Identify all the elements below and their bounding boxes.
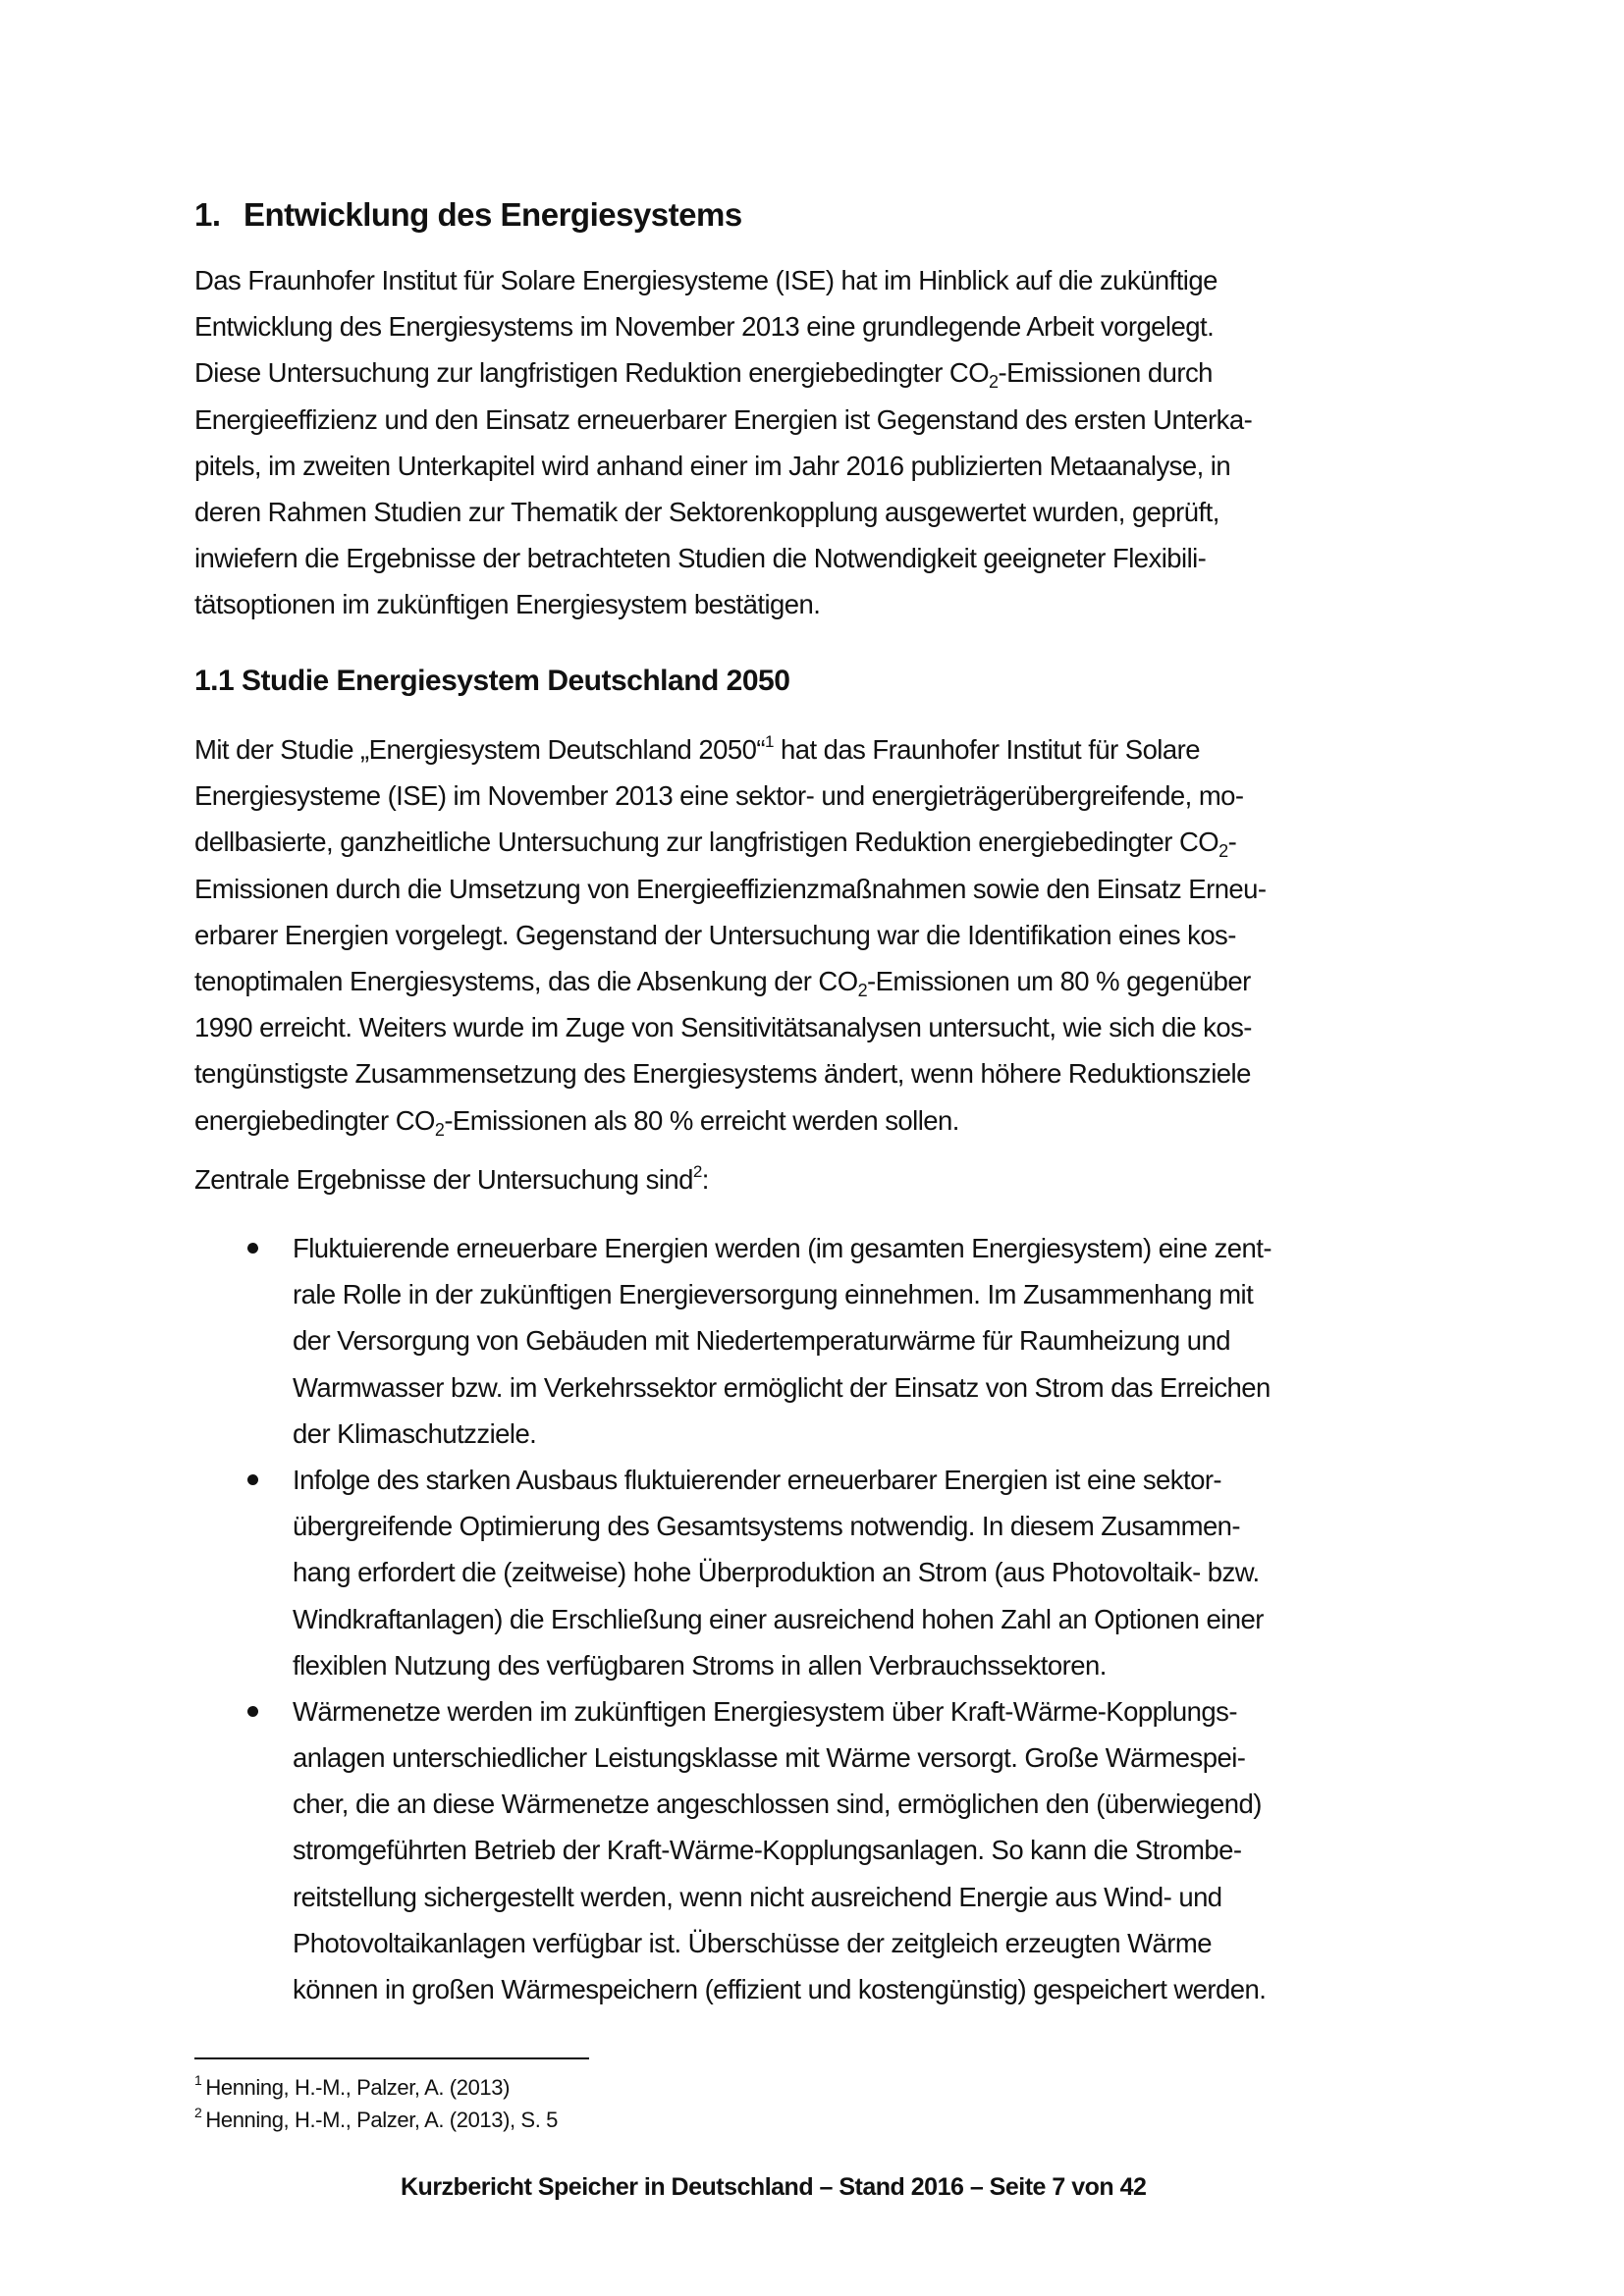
text-line: Energiesysteme (ISE) im November 2013 eine sektor- und energieträgerübergreifende, mo- [194,780,1244,812]
text-line: Entwicklung des Energiesystems im November 2013 eine grundlegende Arbeit vorgelegt. [194,311,1215,343]
bullet-icon [247,1243,258,1254]
text-line: Emissionen durch die Umsetzung von Energieeffizienzmaßnahmen sowie den Einsatz Erneu- [194,873,1267,904]
subsection-heading: 1.1 Studie Energiesystem Deutschland 2050 [194,665,790,697]
text-line: Energieeffizienz und den Einsatz erneuerbarer Energien ist Gegenstand des ersten Unterka- [194,403,1253,435]
section-intro-paragraph [194,257,1471,628]
footnote-divider [194,2057,589,2059]
text-line: deren Rahmen Studien zur Thematik der Sektorenkopplung ausgewertet wurden, geprüft, [194,496,1219,527]
list-item: Infolge des starken Ausbaus fluktuierender erneuerbarer Energien ist eine sektor- übergreifende Optimierung des Gesamtsystems notwendig. In diesem Zusammen- hang erfordert die (zeitweise) hohe Überproduktion an Strom (aus Photovoltaik- bzw. Windkraftanlagen) die Erschließung einer ausreichend hohen Zahl an Optionen einer flexiblen Nutzung des verfügbaren Stroms in allen Verbrauchssektoren. [194,1457,1490,1688]
text-line: dellbasierte, ganzheitliche Untersuchung zur langfristigen Reduktion energiebedingter $CO_2-$ [194,827,1237,862]
footnote-mark: 2 [194,2105,202,2120]
subscript: 2 [1218,841,1228,862]
results-intro [194,1156,1471,1202]
list-item: Wärmenetze werden im zukünftigen Energiesystem über Kraft-Wärme-Kopplungs- anlagen unterschiedlicher Leistungsklasse mit Wärme versorgt. Große Wärmespei- cher, die an diese Wärmenetze angeschlossen sind, ermöglichen den (überwiegend) stromgeführten Betrieb der Kraft-Wärme-Kopplungsanlagen. So kann die Strombe- reitstellung sichergestellt werden, wenn nicht ausreichend Energie aus Wind- und Photovoltaikanlagen verfügbar ist. Überschüsse der zeitgleich erzeugten Wärme können in großen Wärmespeichern (effizient und kostengünstig) gespeichert werden. [194,1688,1490,2012]
list-item: Fluktuierende erneuerbare Energien werden (im gesamten Energiesystem) eine zent- rale Rolle in der zukünftigen Energieversorgung einnehmen. Im Zusammenhang mit der Versorgung von Gebäuden mit Niedertemperaturwärme für Raumheizung und Warmwasser bzw. im Verkehrssektor ermöglicht der Einsatz von Strom das Erreichen der Klimaschutzziele. [194,1225,1490,1457]
footnote-ref[interactable]: 2 [692,1162,702,1181]
subsection-paragraph [194,726,1471,1144]
bullet-icon [247,1706,258,1717]
footnote-ref[interactable]: 1 [764,732,774,751]
section-heading [194,196,742,234]
text-line: energiebedingter $CO_2$-Emissionen als 80 % erreicht werden sollen. [194,1104,959,1140]
section-title: Entwicklung des Energiesystems [244,196,742,233]
results-bullet-list [194,1225,1490,2012]
page-footer: Kurzbericht Speicher in Deutschland – Stand 2016 – Seite 7 von 42 [401,2173,1147,2201]
text-line: Diese Untersuchung zur langfristigen Reduktion energiebedingter $CO_2$-Emissionen durch [194,357,1213,393]
bullet-icon [247,1474,258,1485]
text-line: inwiefern die Ergebnisse der betrachteten Studien die Notwendigkeit geeigneter Flexibili- [194,543,1207,574]
section-number: 1. [194,196,221,233]
text-line: tätsoptionen im zukünftigen Energiesystem bestätigen. [194,589,821,620]
text-line: tengünstigste Zusammensetzung des Energiesystems ändert, wenn höhere Reduktionsziele [194,1058,1251,1090]
footnote-2: $^2$ Henning, H.-M., Palzer, A. (2013), S. 5 [194,2105,558,2132]
text-line: 1990 erreicht. Weiters wurde im Zuge von Sensitivitätsanalysen untersucht, wie sich die kos- [194,1012,1252,1043]
subscript: 2 [857,980,868,1000]
text-line: Das Fraunhofer Institut für Solare Energiesysteme (ISE) hat im Hinblick auf die zukünftige [194,265,1218,295]
text-line: Mit der Studie „Energiesystem Deutschland 2050“$^1$ hat das Fraunhofer Institut für Solare [194,732,1200,765]
text-line: Zentrale Ergebnisse der Untersuchung sind$^2$: [194,1162,709,1195]
footnotes [194,2071,558,2136]
subscript: 2 [434,1119,445,1140]
footnote-mark: 1 [194,2072,202,2088]
text-line: erbarer Energien vorgelegt. Gegenstand der Untersuchung war die Identifikation eines kos- [194,919,1236,950]
subscript: 2 [989,372,999,393]
text-line: tenoptimalen Energiesystems, das die Absenkung der $CO_2$-Emissionen um 80 % gegenüber [194,965,1251,1000]
footnote-1: $^1$ Henning, H.-M., Palzer, A. (2013) [194,2072,511,2100]
text-line: pitels, im zweiten Unterkapitel wird anhand einer im Jahr 2016 publizierten Metaanalyse, in [194,450,1231,481]
